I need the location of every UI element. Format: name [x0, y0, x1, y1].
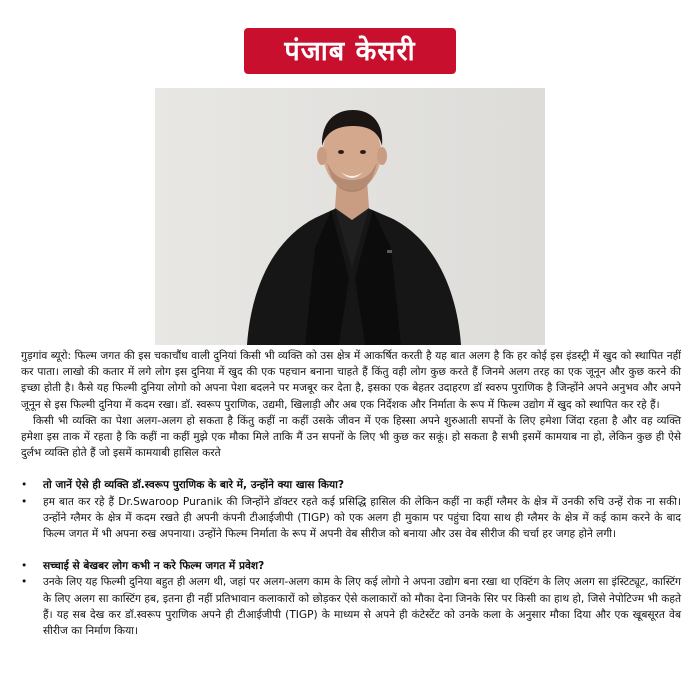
portrait-photo: [155, 88, 545, 345]
bullet-icon: •: [21, 495, 28, 508]
bullet-icon: •: [21, 560, 28, 573]
masthead-title: पंजाब केसरी: [284, 35, 416, 67]
section-1: [21, 477, 681, 542]
section-heading-text: तो जानें ऐसे ही व्यक्ति डॉ.स्वरूप पुराणिक के बारे में, उन्होंने क्या खास किया?: [43, 479, 345, 492]
intro-paragraph-2: किसी भी व्यक्ति का पेशा अलग-अलग हो सकता है किंतु कहीं ना कहीं उसके जीवन में एक हिस्सा अपने शुरुआती सपनों के लिए हमेशा जिंदा रहता है और वह व्यक्ति हमेशा इस ताक में रहता है कि कहीं ना कहीं मुझे एक मौका मिले ताकि मैं उन सपनों के लिए भी कुछ कर सकूं। हो सकता है सभी इसमें कामयाब ना हो, लेकिन कुछ ही ऐसे दुर्लभ व्यक्ति होते हैं जो इसमें कामयाबी हासिल करते: [21, 414, 681, 460]
article-body: [21, 348, 681, 639]
section-body: [21, 574, 681, 639]
section-body-text: उनके लिए यह फिल्मी दुनिया बहुत ही अलग थी, जहां पर अलग-अलग काम के लिए कई लोगो ने अपना उद्योग बना रखा था एक्टिंग के लिए अलग सा इंस्टिट्यूट, कास्टिंग के लिए अलग सा कास्टिंग हब, इतना ही नहीं प्रतिभावान कलाकारों को छोड़कर ऐसे कलाकारों को मौका देना जिनके सिर पर किसी का हाथ हो, जिसे नेपोटिज्म भी कहते हैं। यह सब देख कर डॉ.स्वरूप पुराणिक अपने ही टीआईजीपी (TIGP) के माध्यम से अपने ही कंटेस्टेंट को उनके कला के अनुसार मौका दिया और एक खूबसूरत वेब सीरीज का निर्माण किया।: [43, 576, 681, 638]
section-heading: [21, 477, 681, 493]
bullet-icon: •: [21, 576, 28, 589]
section-heading: [21, 558, 681, 574]
portrait-illustration: [155, 88, 545, 345]
section-2: [21, 558, 681, 639]
section-body-text: हम बात कर रहे हैं Dr.Swaroop Puranik की जिन्होंने डॉक्टर रहते कई प्रसिद्धि हासिल की लेकिन कहीं ना कहीं ग्लैमर के क्षेत्र में उनकी रुचि उन्हें रोक ना सकी। उन्होंने ग्लैमर के क्षेत्र में कदम रखते ही अपनी कंपनी टीआईजीपी (TIGP) को एक अलग ही मुकाम पर पहुंचा दिया साथ ही ग्लैमर के क्षेत्र में कई काम करने के बाद फिल्म जगत में भी अपना रुख अपनाया। उन्होंने फिल्म निर्माता के रूप में अपनी वेब सीरीज को बनाया और उस वेब सीरीज की चर्चा हर जगह होने लगी।: [43, 495, 681, 541]
section-body: [21, 494, 681, 543]
section-heading-text: सच्चाई से बेखबर लोग कभी न करे फिल्म जगत में प्रवेश?: [43, 560, 265, 573]
bullet-icon: •: [21, 479, 28, 492]
masthead-logo: [244, 28, 456, 74]
intro-paragraph-1: गुड़गांव ब्यूरो: फिल्म जगत की इस चकाचौंध वाली दुनियां किसी भी व्यक्ति को उस क्षेत्र में आकर्षित करती है यह बात अलग है कि हर कोई इस इंडस्ट्री में खुद को स्थापित नहीं कर पाता। लाखो की कतार में लगे लोग इस दुनिया में खुद की एक पहचान बनाना चाहते हैं किंतु वही लोग कुछ करते हैं जिनमे अलग तरह का एक जूनून और कुछ करने की इच्छा होती है। कैसे यह फिल्मी दुनिया लोगो को अपना पेशा बदलने पर मजबूर कर देता है, इसका एक बेहतर उदाहरण डॉ स्वरुप पुराणिक है जिन्होंने अपने अनुभव और अपने जूनून से इस फिल्मी दुनिया में कदम रखा। डॉ. स्वरूप पुराणिक, उद्यमी, खिलाड़ी और अब एक निर्देशक और निर्माता के रूप में फिल्म उद्योग में खुद को स्थापित कर रहे हैं।: [21, 350, 681, 411]
